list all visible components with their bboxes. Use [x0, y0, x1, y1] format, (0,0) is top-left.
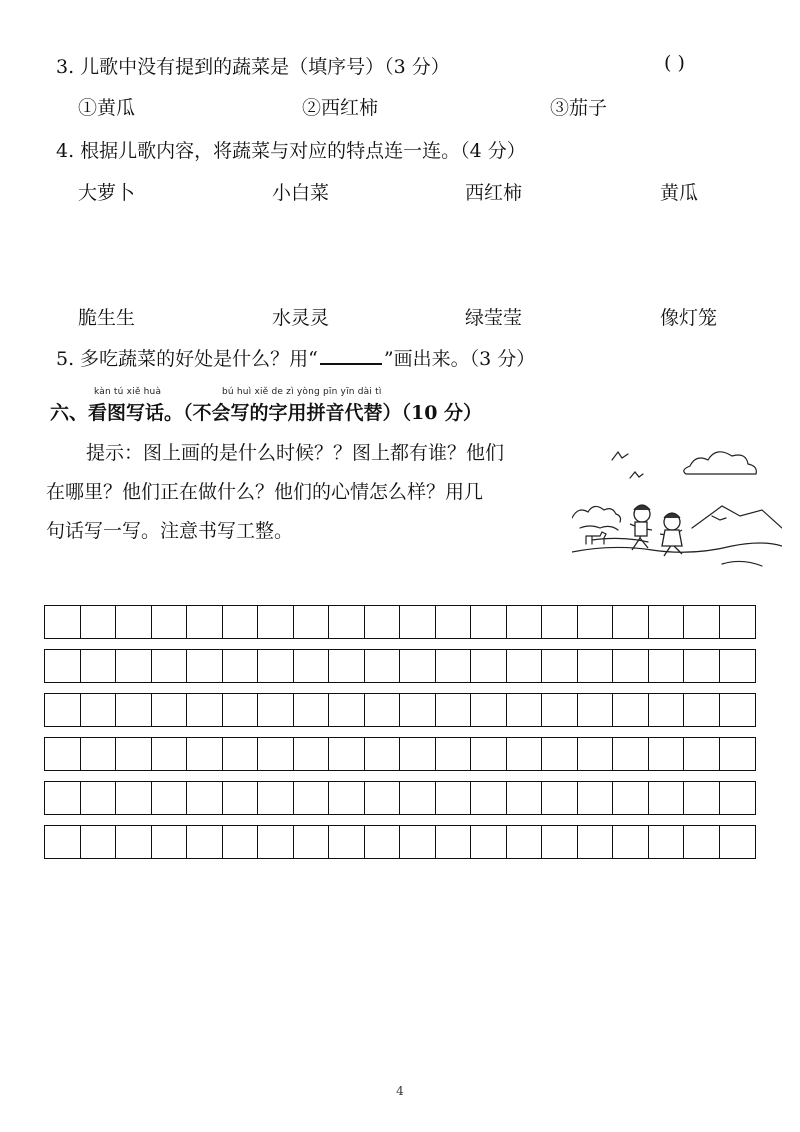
q4-vegetable-4[interactable]: 黄瓜 [660, 182, 699, 204]
writing-grid-cell[interactable] [649, 738, 685, 770]
writing-grid-cell[interactable] [649, 650, 685, 682]
writing-grid-cell[interactable] [294, 738, 330, 770]
q3-option-1: ①黄瓜 [78, 97, 136, 119]
writing-grid-cell[interactable] [649, 826, 685, 858]
writing-grid-cell[interactable] [294, 650, 330, 682]
writing-grid-cell[interactable] [471, 650, 507, 682]
q4-feature-2[interactable]: 水灵灵 [272, 307, 330, 329]
writing-grid-cell[interactable] [471, 606, 507, 638]
writing-grid-cell[interactable] [187, 738, 223, 770]
writing-grid-cell[interactable] [329, 606, 365, 638]
q3-prompt: 3. 儿歌中没有提到的蔬菜是（填序号）（3 分） [56, 56, 450, 78]
q4-vegetable-1[interactable]: 大萝卜 [78, 182, 136, 204]
q3-option-2: ②西红柿 [302, 97, 379, 119]
writing-grid-cell[interactable] [578, 694, 614, 726]
writing-grid-cell[interactable] [116, 694, 152, 726]
writing-grid-cell[interactable] [400, 606, 436, 638]
writing-grid-cell[interactable] [187, 694, 223, 726]
q4-vegetable-2[interactable]: 小白菜 [272, 182, 330, 204]
writing-grid-cell[interactable] [258, 826, 294, 858]
writing-grid-cell[interactable] [436, 782, 472, 814]
writing-grid-cell[interactable] [329, 826, 365, 858]
page-number: 4 [396, 1084, 404, 1098]
writing-grid-cell[interactable] [81, 650, 117, 682]
writing-grid-cell[interactable] [471, 694, 507, 726]
writing-grid-cell[interactable] [365, 782, 401, 814]
writing-grid-cell[interactable] [436, 650, 472, 682]
writing-grid-cell[interactable] [400, 738, 436, 770]
writing-grid-cell[interactable] [649, 694, 685, 726]
writing-grid-cell[interactable] [187, 650, 223, 682]
q4-feature-1[interactable]: 脆生生 [78, 307, 136, 329]
writing-grid-cell[interactable] [223, 738, 259, 770]
writing-grid-cell[interactable] [258, 782, 294, 814]
writing-grid-cell[interactable] [81, 606, 117, 638]
writing-grid-cell[interactable] [116, 738, 152, 770]
writing-grid-cell[interactable] [152, 738, 188, 770]
writing-grid-cell[interactable] [507, 650, 543, 682]
writing-grid-cell[interactable] [542, 738, 578, 770]
writing-grid-cell[interactable] [613, 650, 649, 682]
q4-feature-3[interactable]: 绿莹莹 [465, 307, 523, 329]
writing-grid-cell[interactable] [436, 738, 472, 770]
writing-grid-cell[interactable] [294, 606, 330, 638]
writing-grid-cell[interactable] [684, 606, 720, 638]
writing-grid-cell[interactable] [720, 826, 756, 858]
writing-grid-cell[interactable] [542, 606, 578, 638]
bird-icon-2 [630, 472, 643, 478]
writing-grid-row-4[interactable] [44, 737, 756, 771]
writing-grid-cell[interactable] [294, 826, 330, 858]
writing-grid-row-2[interactable] [44, 649, 756, 683]
writing-grid-cell[interactable] [649, 606, 685, 638]
writing-grid-cell[interactable] [365, 826, 401, 858]
writing-grid-cell[interactable] [258, 738, 294, 770]
writing-grid-cell[interactable] [720, 782, 756, 814]
writing-grid-cell[interactable] [471, 826, 507, 858]
writing-grid-cell[interactable] [258, 650, 294, 682]
writing-grid-cell[interactable] [436, 606, 472, 638]
bush-icon [572, 506, 621, 522]
writing-grid-cell[interactable] [613, 782, 649, 814]
writing-grid-cell[interactable] [365, 738, 401, 770]
writing-grid-cell[interactable] [471, 738, 507, 770]
writing-grid-cell[interactable] [116, 606, 152, 638]
writing-grid-cell[interactable] [152, 606, 188, 638]
writing-grid-cell[interactable] [542, 694, 578, 726]
writing-grid-cell[interactable] [720, 650, 756, 682]
q5-suffix: ”画出来。（3 分） [383, 348, 536, 370]
writing-grid-cell[interactable] [45, 826, 81, 858]
writing-grid-cell[interactable] [507, 826, 543, 858]
section6-pinyin-title: kàn tú xiě huà [94, 387, 162, 397]
writing-grid-cell[interactable] [45, 738, 81, 770]
writing-grid-cell[interactable] [152, 782, 188, 814]
children-running-illustration [572, 432, 782, 592]
writing-grid-cell[interactable] [613, 738, 649, 770]
writing-grid-cell[interactable] [365, 606, 401, 638]
q4-vegetable-3[interactable]: 西红柿 [465, 182, 523, 204]
writing-grid-cell[interactable] [578, 826, 614, 858]
writing-grid-cell[interactable] [329, 694, 365, 726]
writing-grid-cell[interactable] [684, 782, 720, 814]
writing-grid-cell[interactable] [223, 826, 259, 858]
writing-grid-cell[interactable] [400, 826, 436, 858]
writing-grid-cell[interactable] [400, 694, 436, 726]
cloud-icon [684, 452, 757, 474]
writing-grid-cell[interactable] [720, 606, 756, 638]
writing-grid-cell[interactable] [720, 738, 756, 770]
writing-grid-cell[interactable] [720, 694, 756, 726]
writing-grid-cell[interactable] [542, 650, 578, 682]
writing-grid-cell[interactable] [223, 782, 259, 814]
writing-grid-cell[interactable] [81, 782, 117, 814]
writing-grid-cell[interactable] [613, 694, 649, 726]
writing-grid-cell[interactable] [329, 782, 365, 814]
writing-grid-cell[interactable] [152, 650, 188, 682]
writing-grid-cell[interactable] [223, 606, 259, 638]
writing-grid-cell[interactable] [578, 738, 614, 770]
writing-grid-row-3[interactable] [44, 693, 756, 727]
section6-title: 六、看图写话。（不会写的字用拼音代替）（10 分） [50, 402, 483, 424]
animal-icon [586, 532, 606, 544]
writing-grid-cell[interactable] [507, 738, 543, 770]
writing-grid-cell[interactable] [649, 782, 685, 814]
q4-feature-4[interactable]: 像灯笼 [660, 307, 718, 329]
writing-grid-cell[interactable] [684, 650, 720, 682]
q3-option-3: ③茄子 [550, 97, 608, 119]
writing-grid-cell[interactable] [45, 650, 81, 682]
writing-grid-cell[interactable] [507, 694, 543, 726]
writing-grid-row-1[interactable] [44, 605, 756, 639]
writing-grid-cell[interactable] [152, 694, 188, 726]
writing-grid-cell[interactable] [400, 782, 436, 814]
writing-grid-cell[interactable] [294, 782, 330, 814]
writing-grid-cell[interactable] [365, 694, 401, 726]
writing-grid-cell[interactable] [81, 738, 117, 770]
writing-grid-cell[interactable] [436, 826, 472, 858]
writing-grid-cell[interactable] [45, 606, 81, 638]
section6-hint-3: 句话写一写。注意书写工整。 [46, 520, 294, 542]
writing-grid-cell[interactable] [684, 826, 720, 858]
q5-prefix: 5. 多吃蔬菜的好处是什么？用“ [56, 348, 318, 370]
writing-grid-cell[interactable] [116, 650, 152, 682]
writing-grid-cell[interactable] [507, 606, 543, 638]
writing-grid-cell[interactable] [81, 826, 117, 858]
child-2 [660, 513, 682, 556]
writing-grid-cell[interactable] [187, 826, 223, 858]
q5-answer-blank[interactable] [320, 347, 382, 365]
q3-answer-parens[interactable]: ( ) [664, 52, 685, 74]
writing-grid-cell[interactable] [223, 694, 259, 726]
writing-grid-cell[interactable] [45, 782, 81, 814]
writing-grid-cell[interactable] [436, 694, 472, 726]
writing-grid-row-5[interactable] [44, 781, 756, 815]
writing-grid-row-6[interactable] [44, 825, 756, 859]
writing-grid-cell[interactable] [684, 738, 720, 770]
q4-prompt: 4. 根据儿歌内容，将蔬菜与对应的特点连一连。（4 分） [56, 140, 526, 162]
writing-grid-cell[interactable] [116, 826, 152, 858]
writing-grid-cell[interactable] [365, 650, 401, 682]
writing-grid-cell[interactable] [258, 606, 294, 638]
writing-grid-cell[interactable] [45, 694, 81, 726]
writing-grid-cell[interactable] [613, 606, 649, 638]
bird-icon [612, 452, 628, 460]
section6-pinyin-note: bú huì xiě de zì yòng pīn yīn dài tì [222, 387, 382, 397]
writing-grid-cell[interactable] [471, 782, 507, 814]
writing-grid-cell[interactable] [152, 826, 188, 858]
writing-grid-cell[interactable] [400, 650, 436, 682]
writing-grid-cell[interactable] [684, 694, 720, 726]
child-1 [630, 505, 652, 550]
writing-grid-cell[interactable] [329, 650, 365, 682]
section6-hint-2: 在哪里？他们正在做什么？他们的心情怎么样？用几 [46, 481, 484, 503]
writing-grid-cell[interactable] [542, 826, 578, 858]
section6-hint-1: 提示：图上画的是什么时候？？图上都有谁？他们 [86, 442, 505, 464]
writing-grid-cell[interactable] [223, 650, 259, 682]
writing-grid-cell[interactable] [542, 782, 578, 814]
writing-grid-cell[interactable] [294, 694, 330, 726]
writing-grid-cell[interactable] [258, 694, 294, 726]
writing-grid-cell[interactable] [507, 782, 543, 814]
writing-grid-cell[interactable] [613, 826, 649, 858]
writing-grid-cell[interactable] [329, 738, 365, 770]
writing-grid-cell[interactable] [187, 606, 223, 638]
writing-grid-cell[interactable] [578, 650, 614, 682]
writing-grid-cell[interactable] [187, 782, 223, 814]
q5-prompt [56, 344, 535, 371]
writing-grid-cell[interactable] [81, 694, 117, 726]
writing-grid-cell[interactable] [578, 782, 614, 814]
writing-grid-cell[interactable] [578, 606, 614, 638]
mountain-icon [692, 506, 782, 528]
writing-grid-cell[interactable] [116, 782, 152, 814]
